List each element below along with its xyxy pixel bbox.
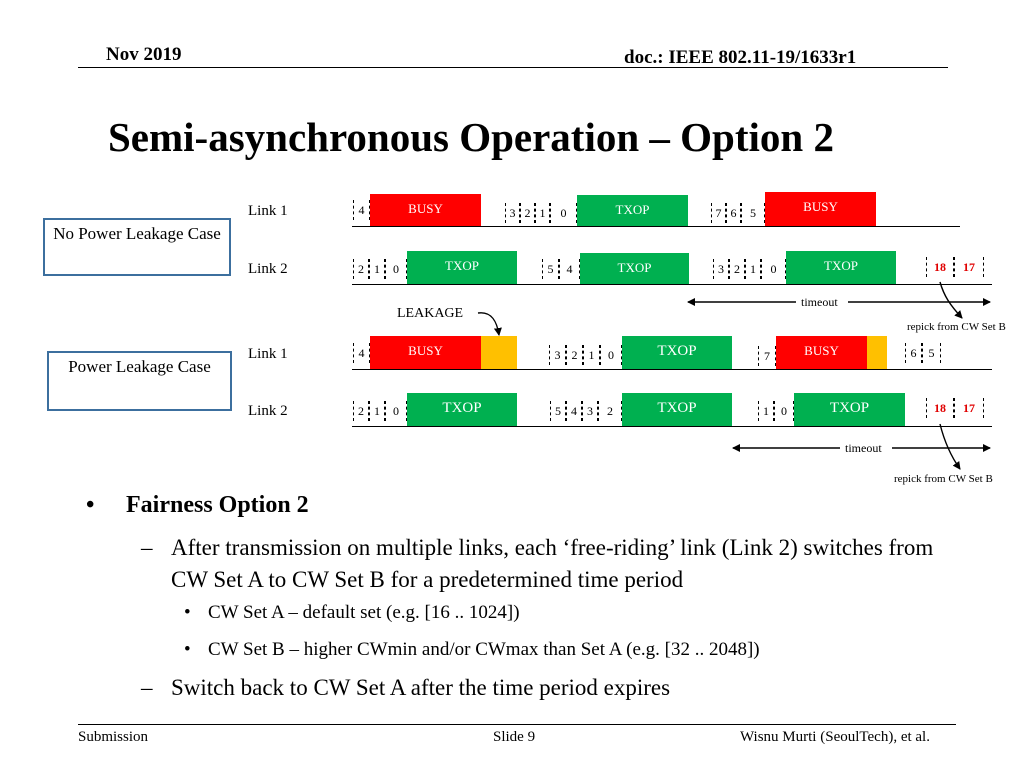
- backoff-slot: 0: [761, 259, 786, 279]
- txop-block: TXOP: [794, 393, 905, 426]
- backoff-slot: 2: [353, 259, 369, 279]
- header-rule: [78, 67, 948, 68]
- backoff-slot: 4: [353, 200, 370, 220]
- backoff-slot: 2: [353, 401, 369, 421]
- backoff-slot: 6: [905, 343, 922, 363]
- backoff-slot: 0: [550, 203, 577, 223]
- header-doc: doc.: IEEE 802.11-19/1633r1: [624, 47, 857, 68]
- backoff-slot: 1: [369, 401, 385, 421]
- header-date: Nov 2019: [106, 44, 182, 65]
- page-title: Semi-asynchronous Operation – Option 2: [108, 114, 834, 160]
- txop-block: TXOP: [580, 253, 689, 284]
- busy-block: BUSY: [370, 336, 481, 369]
- backoff-slot: 1: [758, 401, 774, 421]
- backoff-slot: 1: [369, 259, 385, 279]
- backoff-slot: 2: [520, 203, 535, 223]
- bullet-1-text: Fairness Option 2: [126, 492, 309, 518]
- backoff-slot: 4: [566, 401, 582, 421]
- bullet-1: •: [86, 492, 95, 518]
- backoff-slot: 0: [774, 401, 794, 421]
- backoff-slot: 5: [550, 401, 566, 421]
- backoff-slot: 3: [505, 203, 520, 223]
- backoff-slot: 2: [566, 345, 583, 365]
- backoff-slot: 2: [598, 401, 622, 421]
- bullet-2a-text: After transmission on multiple links, each ‘free-riding’ link (Link 2) switches from CW Set A to CW Set B for a predetermined time period: [171, 535, 934, 592]
- busy-block: BUSY: [370, 194, 481, 226]
- txop-block: TXOP: [622, 336, 732, 369]
- repick-arrow: [940, 424, 960, 469]
- backoff-slot: 0: [385, 401, 407, 421]
- backoff-slot: 0: [385, 259, 407, 279]
- backoff-slot-reset: 18: [926, 398, 954, 418]
- repick-label: repick from CW Set B: [907, 321, 1006, 333]
- txop-block: TXOP: [622, 393, 732, 426]
- repick-arrow: [940, 282, 962, 318]
- backoff-slot: 7: [758, 346, 776, 366]
- case-box-no-leakage: No Power Leakage Case: [43, 218, 231, 276]
- backoff-slot: 1: [745, 259, 761, 279]
- link-label: Link 1: [248, 346, 288, 362]
- backoff-slot: 3: [582, 401, 598, 421]
- txop-block: TXOP: [407, 393, 517, 426]
- footer-rule: [78, 724, 956, 725]
- repick-label: repick from CW Set B: [894, 473, 993, 485]
- backoff-slot-reset: 18: [926, 257, 954, 277]
- backoff-slot: 5: [542, 259, 559, 279]
- backoff-slot-reset: 17: [954, 257, 984, 277]
- leakage-label: LEAKAGE: [397, 306, 464, 321]
- link-baseline: [352, 426, 992, 427]
- backoff-slot: 5: [922, 343, 941, 363]
- txop-block: TXOP: [577, 195, 688, 226]
- bullet-3-dot: •: [184, 602, 191, 623]
- footer-right: Wisnu Murti (SeoulTech), et al.: [740, 729, 930, 745]
- backoff-slot: 4: [559, 259, 580, 279]
- backoff-slot: 5: [741, 203, 765, 223]
- txop-block: TXOP: [407, 251, 517, 284]
- link-baseline: [352, 284, 992, 285]
- backoff-slot: 3: [549, 345, 566, 365]
- backoff-slot: 1: [583, 345, 600, 365]
- backoff-slot-reset: 17: [954, 398, 984, 418]
- backoff-slot: 0: [600, 345, 622, 365]
- leakage-block: [867, 336, 887, 369]
- backoff-slot: 1: [535, 203, 550, 223]
- link-label: Link 2: [248, 403, 288, 419]
- bullet-2-dash: –: [141, 675, 153, 700]
- footer-center: Slide 9: [493, 729, 536, 745]
- txop-block: TXOP: [786, 251, 896, 284]
- bullet-2b-text: Switch back to CW Set A after the time period expires: [171, 675, 671, 700]
- link-label: Link 1: [248, 203, 288, 219]
- backoff-slot: 2: [729, 259, 745, 279]
- leakage-block: [481, 336, 517, 369]
- timeout-label: timeout: [801, 295, 838, 309]
- backoff-slot: 4: [353, 343, 370, 363]
- timeout-label: timeout: [845, 441, 882, 455]
- busy-block: BUSY: [765, 192, 876, 226]
- case-box-leakage: Power Leakage Case: [47, 351, 232, 411]
- bullet-2-dash: –: [141, 535, 153, 560]
- leakage-arrow: [478, 313, 499, 335]
- link-baseline: [352, 369, 992, 370]
- backoff-slot: 6: [726, 203, 741, 223]
- bullet-3-dot: •: [184, 639, 191, 660]
- backoff-slot: 3: [713, 259, 729, 279]
- footer-left: Submission: [78, 729, 149, 745]
- link-baseline: [352, 226, 960, 227]
- busy-block: BUSY: [776, 336, 867, 369]
- bullet-3a-text: CW Set A – default set (e.g. [16 .. 1024]): [208, 602, 520, 623]
- link-label: Link 2: [248, 261, 288, 277]
- bullet-3b-text: CW Set B – higher CWmin and/or CWmax than Set A (e.g. [32 .. 2048]): [208, 639, 760, 660]
- backoff-slot: 7: [711, 203, 726, 223]
